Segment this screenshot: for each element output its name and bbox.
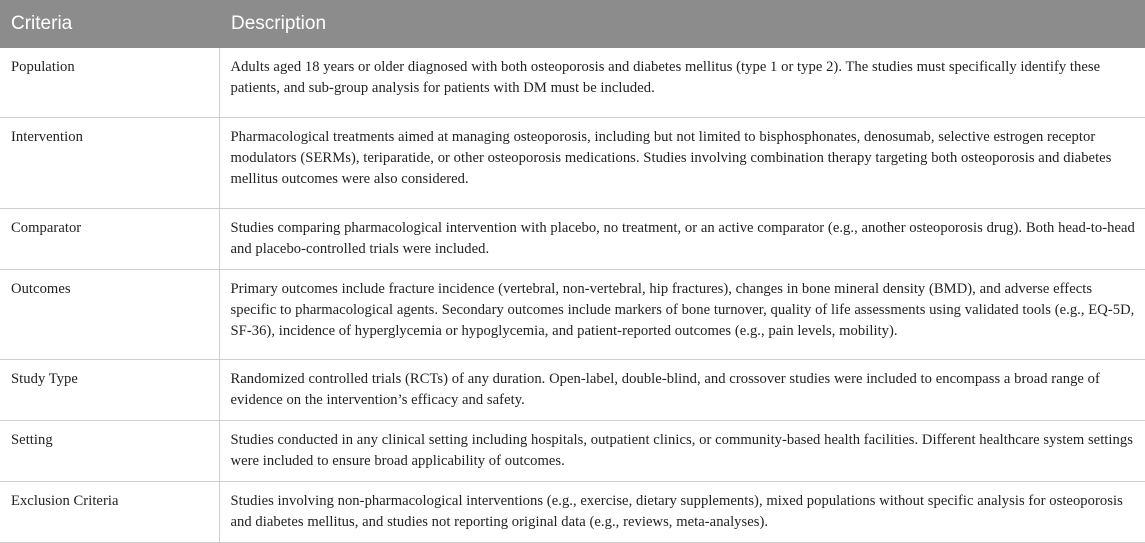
header-criteria: Criteria (0, 0, 219, 48)
header-description: Description (219, 0, 1145, 48)
table-row (0, 482, 1145, 543)
table-row (0, 360, 1145, 421)
table-row (0, 118, 1145, 209)
table-header (0, 0, 1145, 48)
description-cell: Adults aged 18 years or older diagnosed with both osteoporosis and diabetes mellitus (type 1 or type 2). The studies must specifically identify these patients, and sub-group analysis for patients with DM must be included. (219, 48, 1145, 118)
description-cell: Studies involving non-pharmacological interventions (e.g., exercise, dietary supplements), mixed populations without specific analysis for osteoporosis and diabetes mellitus, and studies not reporting original data (e.g., reviews, meta-analyses). (219, 482, 1145, 543)
header-row (0, 0, 1145, 48)
table-row (0, 48, 1145, 118)
table-body (0, 48, 1145, 543)
criteria-cell: Comparator (0, 209, 219, 270)
description-cell: Randomized controlled trials (RCTs) of any duration. Open-label, double-blind, and crossover studies were included to encompass a broad range of evidence on the intervention’s efficacy and safety. (219, 360, 1145, 421)
description-cell: Pharmacological treatments aimed at managing osteoporosis, including but not limited to bisphosphonates, denosumab, selective estrogen receptor modulators (SERMs), teriparatide, or other osteoporosis medications. Studies involving combination therapy targeting both osteoporosis and diabetes mellitus outcomes were also considered. (219, 118, 1145, 209)
criteria-cell: Exclusion Criteria (0, 482, 219, 543)
criteria-cell: Intervention (0, 118, 219, 209)
criteria-cell: Outcomes (0, 270, 219, 360)
description-cell: Studies conducted in any clinical setting including hospitals, outpatient clinics, or community-based health facilities. Different healthcare system settings were included to ensure broad applicability of outcomes. (219, 421, 1145, 482)
table-row (0, 270, 1145, 360)
criteria-cell: Setting (0, 421, 219, 482)
description-cell: Studies comparing pharmacological intervention with placebo, no treatment, or an active comparator (e.g., another osteoporosis drug). Both head-to-head and placebo-controlled trials were included. (219, 209, 1145, 270)
criteria-cell: Study Type (0, 360, 219, 421)
criteria-cell: Population (0, 48, 219, 118)
table-row (0, 421, 1145, 482)
table-row (0, 209, 1145, 270)
description-cell: Primary outcomes include fracture incidence (vertebral, non-vertebral, hip fractures), changes in bone mineral density (BMD), and adverse effects specific to pharmacological agents. Secondary outcomes include markers of bone turnover, quality of life assessments using validated tools (e.g., EQ-5D, SF-36), incidence of hyperglycemia or hypoglycemia, and patient-reported outcomes (e.g., pain levels, mobility). (219, 270, 1145, 360)
